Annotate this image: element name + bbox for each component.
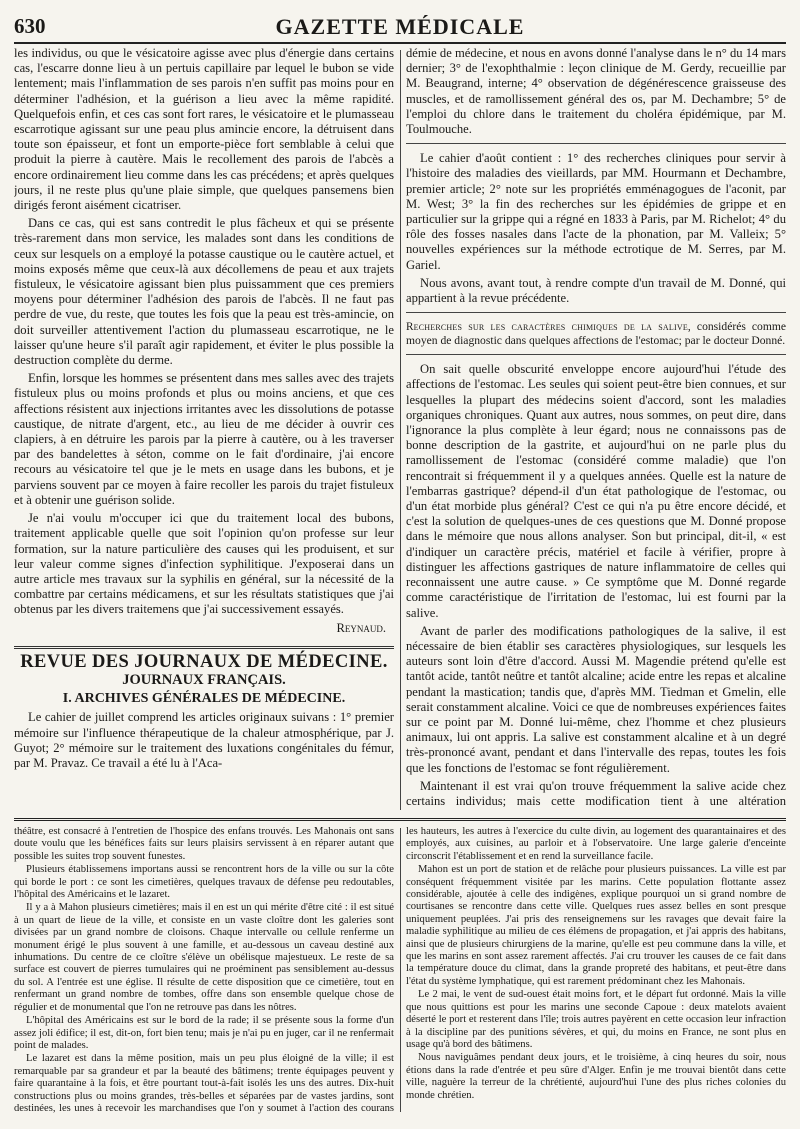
paragraph: Nous naviguâmes pendant deux jours, et le troisième, à cinq heures du soir, nous étions dans la rade d'entrée et peu sûre d'Alger. Enfin je me trouvai bientôt dans cette ville, naguère la terreur de la chrétienté, aujourd'hui l'une des plus riches colonies du monde chrétien. <box>406 1052 786 1101</box>
article-heading-title: Recherches sur les caractères chimiques de la salive, <box>406 321 691 334</box>
section-title: JOURNAUX FRANÇAIS. <box>122 671 286 688</box>
paragraph: Mahon est un port de station et de relâche pour plusieurs puissances. La ville est par conséquent fréquemment visitée par les marins. Cette population flottante assez considérable, ajoutée à celle des indigènes, explique pourquoi un si grand nombre de courtisanes se rencontre dans cette ville. Quelques rues assez belles en sont presque uniquement peuplées. J'ai pris des renseignemens sur les ravages que devait faire la maladie syphilitique au milieu de ces élémens de propagation, et j'ai appris des habitans, ainsi que de plusieurs chirurgiens de la marine, qu'elle est peu commune dans la ville, et que les marins en sont assez rarement affectés. J'ai cru trouver les causes de ce fait dans la température douce du climat, dans la grande propreté des habitans, et peut-être dans l'état du système lymphatique, qui est rarement prédominant chez les Mahonais. <box>406 864 786 987</box>
article-heading <box>406 320 786 348</box>
lower-left-column <box>14 826 394 1116</box>
paragraph: Je n'ai voulu m'occuper ici que du traitement local des bubons, traitement applicable quelle que soit l'opinion qu'on professe sur leur formation, sur la nature particulière des causes qui les produisent, et sur leur valeur comme signes d'infection syphilitique. J'exposerai dans un autre article mes travaux sur la syphilis en général, sur la nécessité de la combattre par certains médicamens, et sur les résultats statistiques que j'ai obtenus par les divers traitemens que j'ai successivement essayés. <box>14 511 394 617</box>
paragraph: les hauteurs, les autres à l'exercice du culte divin, au logement des quarantainaires et des employés, aux cuisines, au parloir et à l'observatoire. Une large galerie d'enceinte circonscrit l'établissement et en rend la surveillance facile. <box>406 826 786 862</box>
paragraph: Avant de parler des modifications pathologiques de la salive, il est nécessaire de bien établir ses caractères physiologiques, sur lesquels les auteurs sont loin d'être d'accord. Aussi M. Magendie prétend qu'elle est tantôt acide, tantôt neûtre et tantôt alcaline; acide entre les repas et alcaline pendant la mastication; tandis que, d'après MM. Tiedman et Gmelin, elle serait constamment alcaline. Voici ce que de nombreuses expériences faites sur ce point par M. Donné lui-même, chez l'homme et chez plusieurs animaux, lui ont appris. La salive est constamment alcaline et à un degré très-prononcé avant, pendant et dans l'intervalle des repas, toutes les fois que les fonctions de l'estomac se font régulièrement. <box>406 623 786 775</box>
paragraph: théâtre, est consacré à l'entretien de l'hospice des enfans trouvés. Les Mahonais ont sans doute voulu que les bénéfices faits sur leurs plaisirs servissent à en réparer autant que possible les suites trop souvent funestes. <box>14 826 394 862</box>
upper-section <box>14 46 786 811</box>
section-rule <box>406 312 786 313</box>
page-number: 630 <box>14 14 46 38</box>
paragraph: Dans ce cas, qui est sans contredit le plus fâcheux et qui se présente très-rarement dans mon service, les malades sont dans les conditions de ceux sur lesquels on a employé la potasse caustique ou le cautère actuel, et moins exposés même que ceux-là aux décollemens de peau et aux trajets fistuleux, le vésicatoire agissant bien plus puissamment que ces premiers moyens pour déterminer l'adhésion des parois de l'abcès. Il ne faut pas perdre de vue, du reste, que toutes les fois que la peau est très-amincie, on doit surveiller attentivement l'action du plumasseau escarrotique, ne le laisser qu'une heure s'il paraît agir rapidement, et éviter le plus possible la destruction complète du derme. <box>14 216 394 368</box>
paragraph: Enfin, lorsque les hommes se présentent dans mes salles avec des trajets fistuleux plus ou moins profonds et plus ou moins anciens, et que ces affections résistent aux injections irritantes avec les dissolutions de potasse caustique, de nitrate d'argent, etc., au lieu de me décider à ouvrir ces clapiers, à en détruire les parois par la pierre à cautère, ou à les traverser par des bandelettes à séton, comme on le fait d'ordinaire, j'ai encore recours au vésicatoire tel que je le mets en usage dans les bubons, et je parviens souvent par ce moyen à faire recoller les parois du trajet fistuleux et à obtenir une guérison solide. <box>14 371 394 507</box>
section-rule <box>406 143 786 144</box>
page-header <box>14 14 786 40</box>
column-divider <box>400 50 401 810</box>
header-rule <box>14 42 786 44</box>
review-title: REVUE DES JOURNAUX DE MÉDECINE. <box>20 651 388 672</box>
article-heading-rest: considérés comme moyen de diagnostic dans quelques affections de l'estomac; par le docteur Donné. <box>406 320 786 348</box>
paragraph: Le 2 mai, le vent de sud-ouest était moins fort, et le départ fut ordonné. Mais la ville que nous quittions est pour les marins une seconde Capoue : deux matelots avaient déserté le port et resterent dans l'île; trois autres payèrent en cette occasion leur infraction à la discipline par des punitions sévères, et qui, du moins en France, ne sont plus en usage qu'à bord des bâtimens. <box>406 989 786 1050</box>
upper-left-column <box>14 46 394 811</box>
journal-title: GAZETTE MÉDICALE <box>275 14 525 39</box>
feuilleton-rule <box>14 818 786 821</box>
section-rule <box>406 354 786 355</box>
paragraph: L'hôpital des Américains est sur le bord de la rade; il se présente sous la forme d'un assez joli édifice; il est, dit-on, fort bien tenu; mais je n'ai pu en juger, car il ne renfermait point de malades. <box>14 1015 394 1051</box>
subsection-title: I. ARCHIVES GÉNÉRALES DE MÉDECINE. <box>62 691 346 707</box>
upper-right-column <box>406 46 786 811</box>
paragraph: Il y a à Mahon plusieurs cimetières; mais il en est un qui mérite d'être cité : il est situé à un quart de lieue de la ville, et consiste en un vaste cloître dont les galeries sont divisées par un grand nombre de cloisons. Chaque intervalle ou cellule renferme un monument érigé le plus souvent à une famille, et au-dessous un caveau destiné aux inhumations. Du centre de ce cloître s'élève un obélisque majestueux. Le reste de sa surface est couvert de pierres tumulaires qui ne proéminent pas sensiblement au-dessus du sol. A l'entrée est une église. Il résulte de cette disposition que ce cimetière, tout en renfermant un grand nombre de tombes, offre dans son ensemble quelque chose de régulier et de monumental que l'on ne retrouve pas dans les nôtres. <box>14 902 394 1013</box>
lower-section <box>14 826 786 1116</box>
paragraph: Le cahier d'août contient : 1° des recherches cliniques pour servir à l'histoire des maladies des vieillards, par MM. Hourmann et Dechambre, premier article; 2° note sur les propriétés emménagogues de l'aconit, par M. West; 3° la fin des recherches sur les épidémies de grippe et en particulier sur la grippe qui a régné en 1833 à Paris, par M. Richelot; 4° du rôle des fosses nasales dans l'acte de la phonation, par M. Valleix; 5° nouvelles expériences sur la méthode ectrotique de M. Serres, par M. Gariel. <box>406 151 786 272</box>
section-rule <box>14 646 394 649</box>
paragraph: On sait quelle obscurité enveloppe encore aujourd'hui l'étude des affections de l'estomac. Les seules qui soient peut-être bien connues, et sur lesquelles la plupart des médecins soient d'accord, sont les maladies organiques chroniques. Quant aux autres, nous sommes, on peut dire, dans l'ignorance la plus complète à leur égard; nous ne connaissons pas de bonne description de la gastrite, et aujourd'hui on ne parle plus du ramollissement de l'estomac (considéré comme maladie) que l'on rencontrait si fréquemment il y a quelques années. Quelle est la nature de l'embarras gastrique? dépend-il d'un état pathologique de l'estomac, ou d'un état morbide plus général? C'est ce qui n'a pu être encore décidé, et c'est la solution de quelques-unes de ces questions que M. Donné propose dans le mémoire que nous allons analyser. Son but principal, dit-il, « est d'indiquer un caractère précis, matériel et facile à vérifier, propre à distinguer les affections gastriques de nature inflammatoire de celles qui reconnaissent une autre cause. » Ce symptôme que M. Donné regarde comme caractéristique de l'irritation de l'estomac, lui est fourni par la salive. <box>406 362 786 620</box>
paragraph: Maintenant il est vrai qu'on trouve fréquemment la salive acide chez certains individus; mais cette modification tient à une altération <box>406 778 786 808</box>
lower-right-column <box>406 826 786 1116</box>
paragraph: Nous avons, avant tout, à rendre compte d'un travail de M. Donné, qui appartient à la revue précédente. <box>406 275 786 306</box>
paragraph: démie de médecine, et nous en avons donné l'analyse dans le n° du 14 mars dernier; 3° de l'exophthalmie : leçon clinique de M. Gerdy, recueillie par M. Beaugrand, interne; 4° observation de dégénérescence graisseuse des muscles, et de ramollissement général des os, par M. Dechambre; 5° de l'emploi du chlore dans le traitement du choléra épidémique, par M. Toulmouche. <box>406 46 786 137</box>
paragraph: les individus, ou que le vésicatoire agisse avec plus d'énergie dans certains cas, l'escarre donne lieu à un pertuis capillaire par lequel le bubon se vide lentement; mais l'inflammation de ses parois n'en suffit pas moins pour en déterminer l'adhésion, et la guérison a lieu avec la même rapidité. Quelquefois enfin, et ces cas sont fort rares, le vésicatoire et le plumasseau escarrotique agissant sur une peau plus amincie encore, la détruisent dans toute son épaisseur, et font un emporte-pièce fort semblable à celui que produit la pierre à cautère. Mais le recollement des parois de l'abcès a encore ordinairement lieu comme dans les cas précédens; et après quelques jours, il ne reste plus qu'une plaie simple, que quelques pansemens bien dirigés feront aisément cicatriser. <box>14 46 394 213</box>
column-divider <box>400 828 401 1112</box>
paragraph: Le lazaret est dans la même position, mais un peu plus éloigné de la ville; il est remarquable par sa grandeur et par la beauté des bâtimens; trente équipages peuvent y faire quarantaine à la fois, et être pourtant tout-à-fait isolés les uns des autres. Dix-huit constructions plus ou moins grandes, très-belles et séparées par de vastes jardins, sont destinées, les unes à recevoir les marchandises que l'on y soumet à l'action des courans <box>14 1053 394 1114</box>
paragraph: Plusieurs établissemens importans aussi se rencontrent hors de la ville ou sur la côte qui borde le port : ce sont les cimetières, quelques travaux de défense peu redoutables, l'hôpital des Américains et le lazaret. <box>14 864 394 901</box>
paragraph: Le cahier de juillet comprend les articles originaux suivans : 1° premier mémoire sur l'influence thérapeutique de la chaleur atmosphérique, par J. Guyot; 2° mémoire sur le traitement des luxations congénitales du fémur, par M. Pravaz. Ce travail a été lu à l'Aca- <box>14 710 394 770</box>
author-signature: Reynaud. <box>336 620 386 635</box>
